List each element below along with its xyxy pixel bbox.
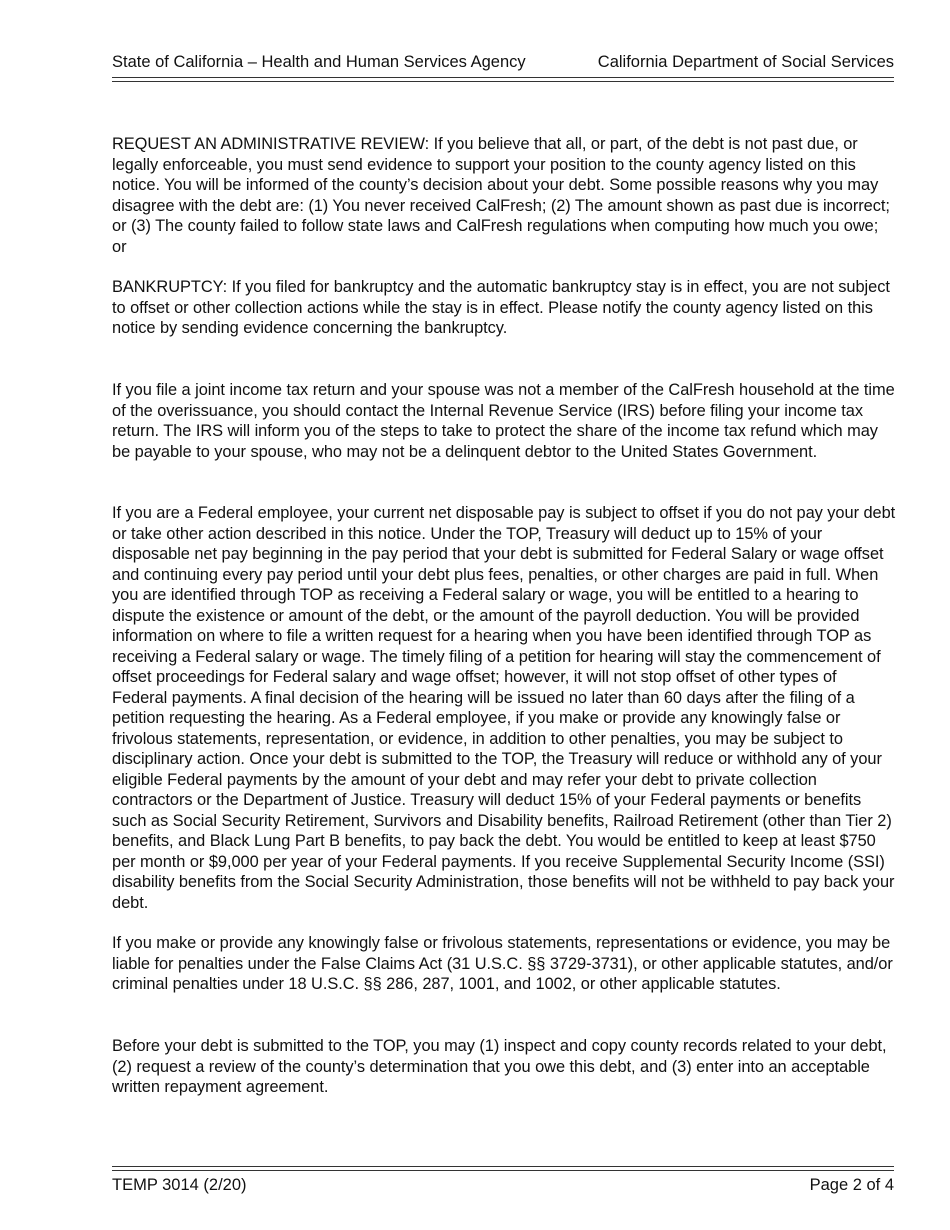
paragraph-administrative-review: REQUEST AN ADMINISTRATIVE REVIEW: If you believe that all, or part, of the debt is not past due, or legally enforceable, you must send evidence to support your position to the county agency listed on this notice. You will be informed of the county’s decision about your debt. Some possible reasons why you may disagree with the debt are: (1) You never received CalFresh; (2) The amount shown as past due is incorrect; or (3) The county failed to follow state laws and CalFresh regulations when computing how much you owe; or xyxy=(112,135,890,256)
paragraph-joint-tax-return: If you file a joint income tax return and your spouse was not a member of the CalFresh household at the time of the overissuance, you should contact the Internal Revenue Service (IRS) before filing your income tax return. The IRS will inform you of the steps to take to protect the share of the income tax refund which may be payable to your spouse, who may not be a delinquent debtor to the United States Government. xyxy=(112,381,895,461)
department-name: California Department of Social Services xyxy=(597,53,894,71)
page-number: Page 2 of 4 xyxy=(809,1176,894,1194)
paragraph-federal-employee: If you are a Federal employee, your current net disposable pay is subject to offset if you do not pay your debt or take other action described in this notice. Under the TOP, Treasury will deduct up to 15% of your disposable net pay beginning in the pay period that your debt is submitted for Federal Salary or wage offset and continuing every pay period until your debt plus fees, penalties, or other charges are paid in full. When you are identified through TOP as receiving a Federal salary or wage, you will be entitled to a hearing to dispute the existence or amount of the debt, or the amount of the payroll deduction. You will be provided information on where to file a written request for a hearing when you have been identified through TOP as receiving a Federal salary or wage. The timely filing of a petition for hearing will stay the commencement of offset proceedings for Federal salary and wage offset; however, it will not stop offset of other types of Federal payments. A final decision of the hearing will be issued no later than 60 days after the filing of a petition requesting the hearing. As a Federal employee, if you make or provide any knowingly false or frivolous statements, representation, or evidence, in addition to other penalties, you may be subject to disciplinary action. Once your debt is submitted to the TOP, the Treasury will reduce or withhold any of your eligible Federal payments by the amount of your debt and may refer your debt to private collection contractors or the Department of Justice. Treasury will deduct 15% of your Federal payments or benefits such as Social Security Retirement, Survivors and Disability benefits, Railroad Retirement (other than Tier 2) benefits, and Black Lung Part B benefits, to pay back the debt. You would be entitled to keep at least $750 per month or $9,000 per year of your Federal payments. If you receive Supplemental Security Income (SSI) disability benefits from the Social Security Administration, those benefits will not be withheld to pay back your debt. xyxy=(112,504,896,912)
header-rule-top xyxy=(112,77,894,78)
footer-rule-top xyxy=(112,1166,894,1167)
footer-rule-bottom xyxy=(112,1170,894,1171)
page-footer xyxy=(112,1173,894,1197)
paragraph-before-submission: Before your debt is submitted to the TOP, you may (1) inspect and copy county records related to your debt, (2) request a review of the county’s determination that you owe this debt, and (3) enter into an acceptable written repayment agreement. xyxy=(112,1037,887,1096)
paragraph-false-claims: If you make or provide any knowingly false or frivolous statements, representations or evidence, you may be liable for penalties under the False Claims Act (31 U.S.C. §§ 3729-3731), or other applicable statutes, and/or criminal penalties under 18 U.S.C. §§ 286, 287, 1001, and 1002, or other applicable statutes. xyxy=(112,934,893,993)
paragraph-bankruptcy: BANKRUPTCY: If you filed for bankruptcy and the automatic bankruptcy stay is in effect, you are not subject to offset or other collection actions while the stay is in effect. Please notify the county agency listed on this notice by sending evidence concerning the bankruptcy. xyxy=(112,278,890,337)
agency-name: State of California – Health and Human Services Agency xyxy=(112,53,526,71)
header-rule-bottom xyxy=(112,81,894,82)
page-header xyxy=(112,50,894,74)
form-id: TEMP 3014 (2/20) xyxy=(112,1176,247,1194)
